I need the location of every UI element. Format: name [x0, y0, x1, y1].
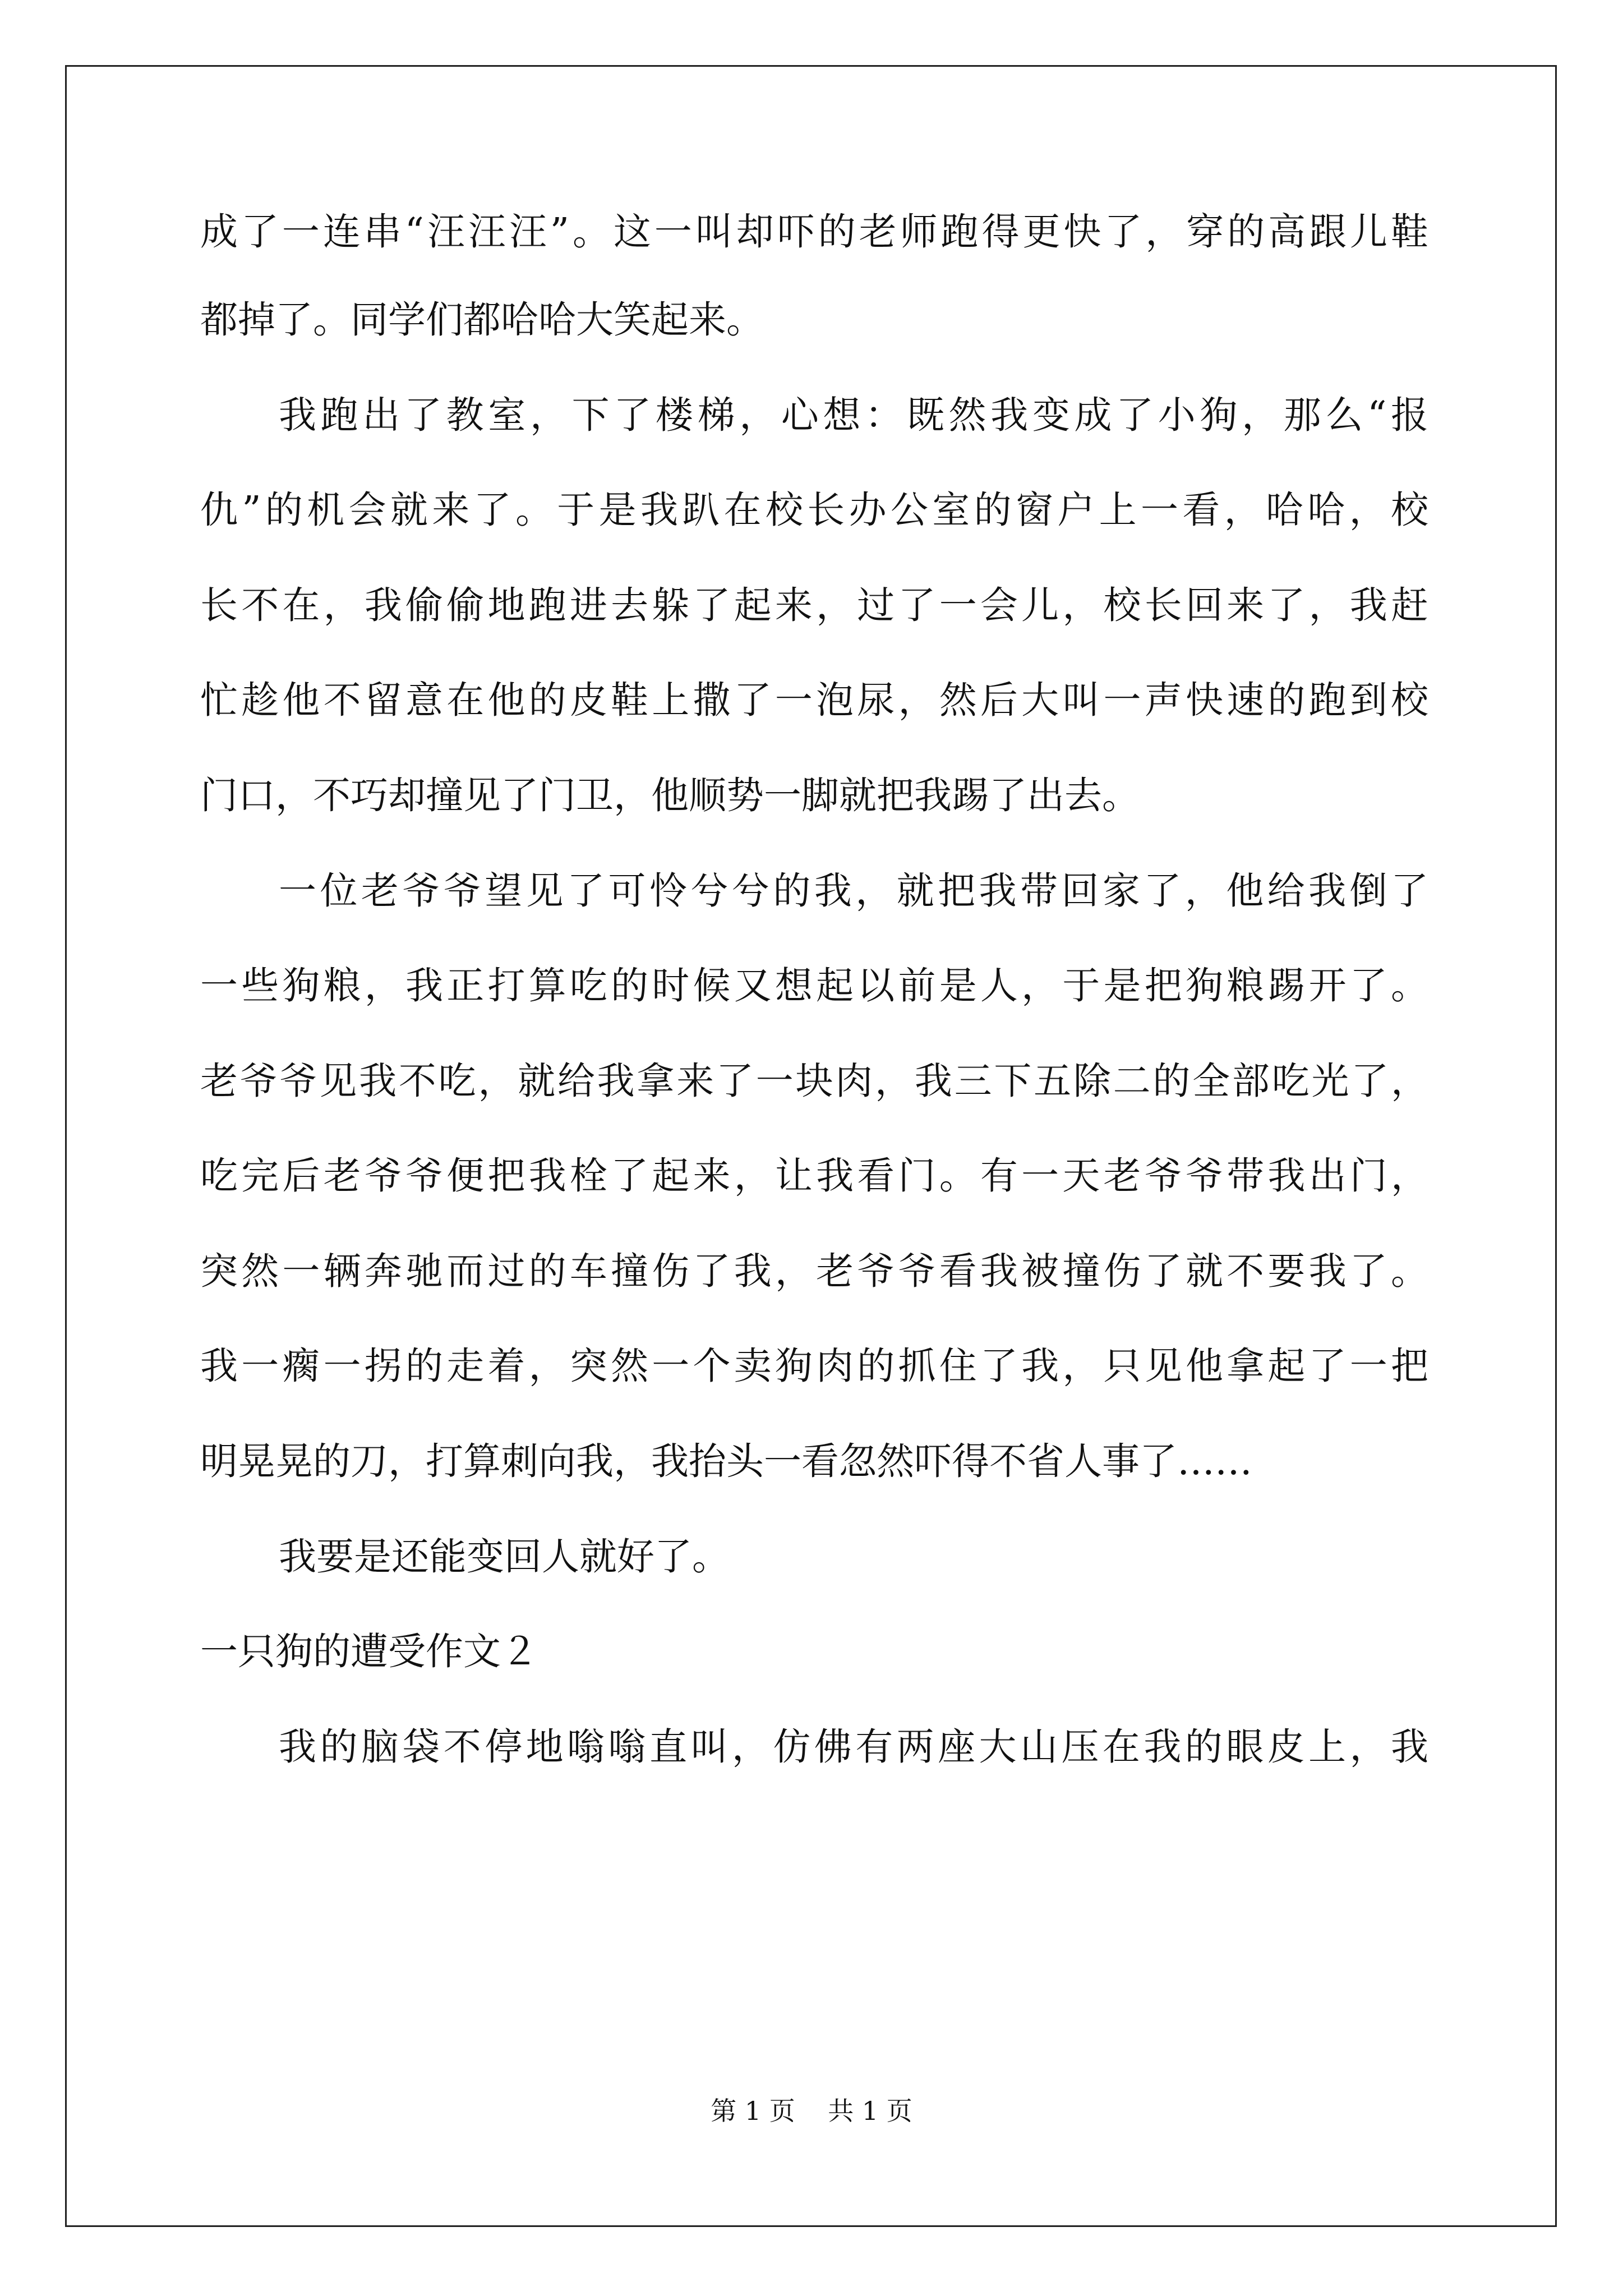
text-line: 我一瘸一拐的走着，突然一个卖狗肉的抓住了我，只见他拿起了一把 [200, 1344, 1428, 1388]
text-line: 老爷爷见我不吃，就给我拿来了一块肉，我三下五除二的全部吃光了， [200, 1059, 1428, 1103]
text-line: 忙趁他不留意在他的皮鞋上撒了一泡尿，然后大叫一声快速的跑到校 [200, 678, 1428, 722]
text-line: 一位老爷爷望见了可怜兮兮的我，就把我带回家了，他给我倒了 [279, 869, 1428, 913]
page-number-footer: 第 1 页 共 1 页 [711, 2096, 912, 2126]
page-frame [65, 65, 1557, 2227]
text-line: 门口，不巧却撞见了门卫，他顺势一脚就把我踢了出去。 [200, 774, 1140, 817]
text-line: 我要是还能变回人就好了。 [279, 1535, 730, 1579]
text-line: 仇”的机会就来了。于是我趴在校长办公室的窗户上一看，哈哈，校 [200, 488, 1428, 532]
text-line: 突然一辆奔驰而过的车撞伤了我，老爷爷看我被撞伤了就不要我了。 [200, 1249, 1428, 1293]
text-line: 长不在，我偷偷地跑进去躲了起来，过了一会儿，校长回来了，我赶 [200, 583, 1428, 627]
text-line: 明晃晃的刀，打算刺向我，我抬头一看忽然吓得不省人事了…… [200, 1439, 1252, 1483]
text-line: 我的脑袋不停地嗡嗡直叫，仿佛有两座大山压在我的眼皮上，我 [279, 1725, 1428, 1769]
section-heading: 一只狗的遭受作文２ [200, 1630, 538, 1673]
text-line: 都掉了。同学们都哈哈大笑起来。 [200, 298, 764, 342]
text-line: 我跑出了教室，下了楼梯，心想：既然我变成了小狗，那么“报 [279, 393, 1428, 437]
text-line: 一些狗粮，我正打算吃的时候又想起以前是人，于是把狗粮踢开了。 [200, 964, 1428, 1007]
text-line: 吃完后老爷爷便把我栓了起来，让我看门。有一天老爷爷带我出门， [200, 1154, 1428, 1198]
text-line: 成了一连串“汪汪汪”。这一叫却吓的老师跑得更快了，穿的高跟儿鞋 [200, 210, 1428, 254]
